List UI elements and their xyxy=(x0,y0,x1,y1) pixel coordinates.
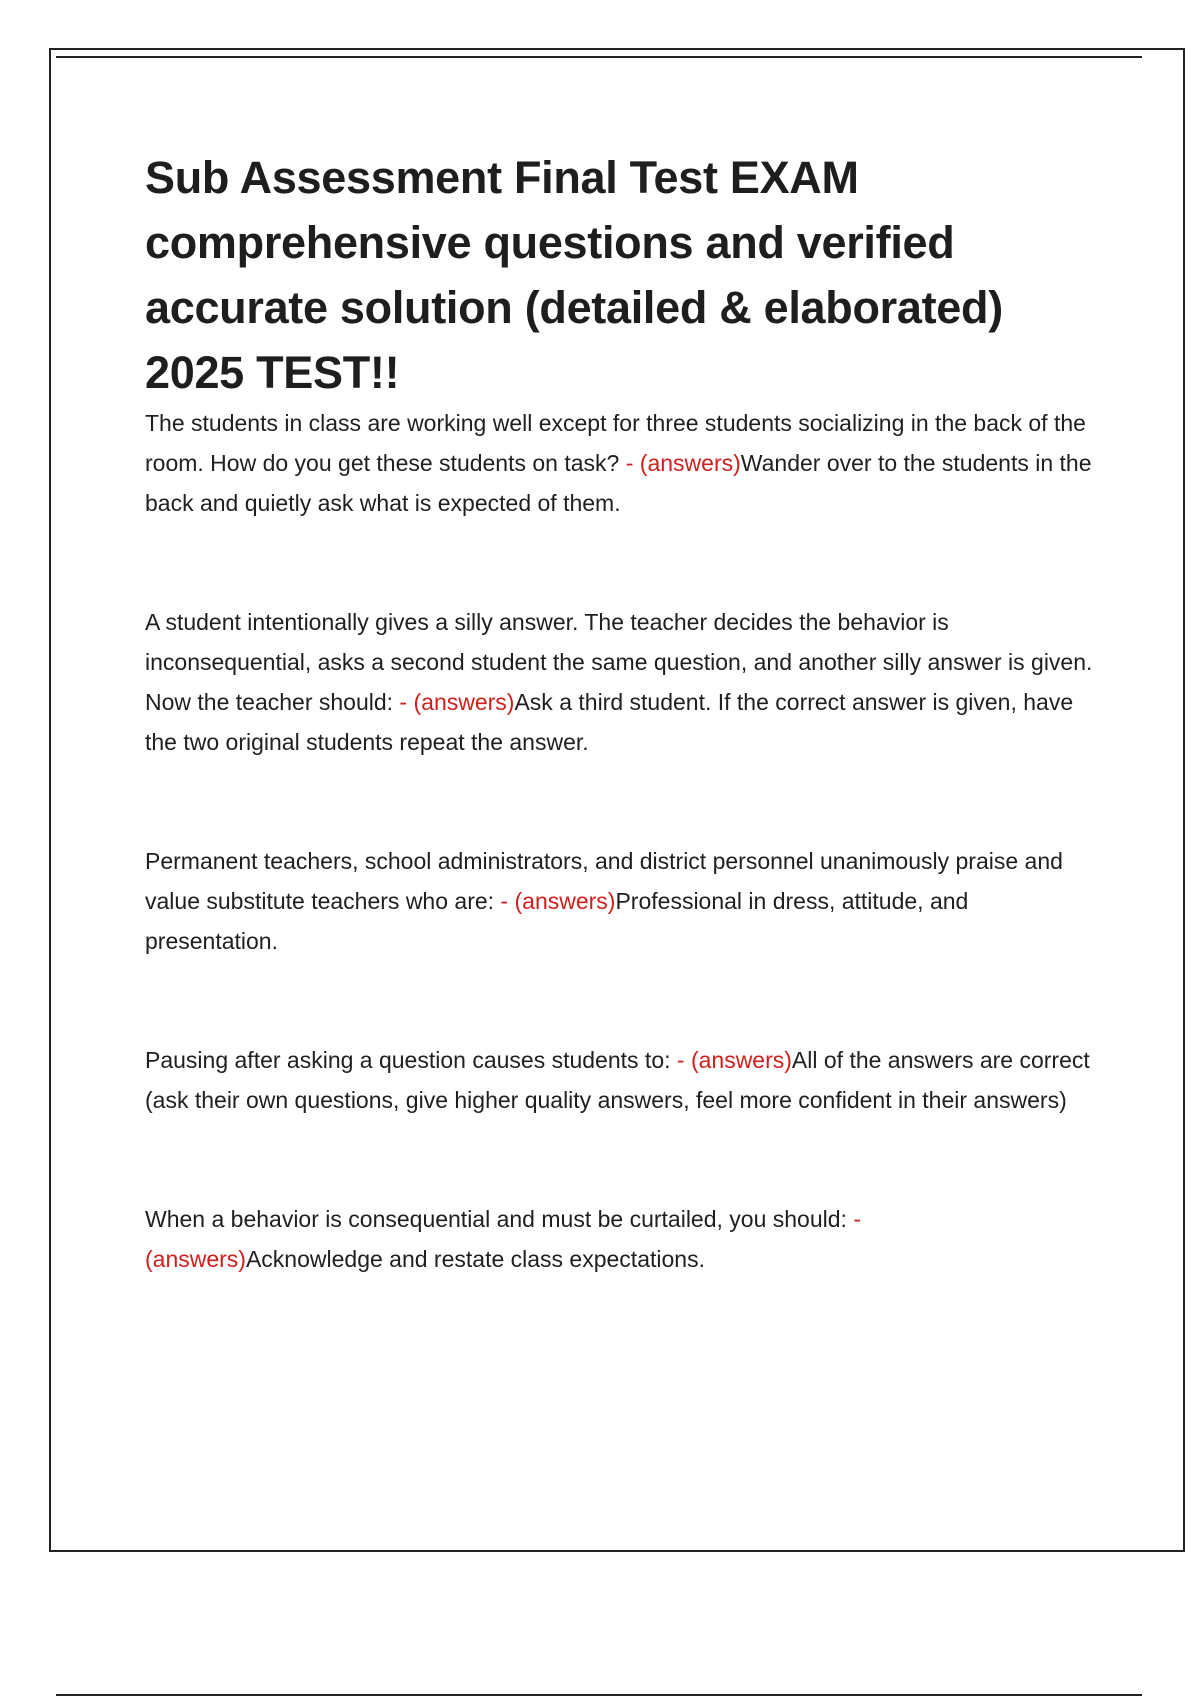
answer-tag: (answers) xyxy=(639,450,741,476)
bottom-rule xyxy=(56,1694,1142,1696)
qa-item-3 xyxy=(145,841,1105,961)
qa-item-4 xyxy=(145,1040,1105,1120)
answer-separator: - xyxy=(494,888,515,914)
answer-separator: - xyxy=(846,1206,861,1232)
qa-item-5 xyxy=(145,1199,1105,1279)
document-body xyxy=(145,145,1105,1279)
document-title: Sub Assessment Final Test EXAM comprehensive questions and verified accurate solution (detailed & elaborated) 2025 TEST!! xyxy=(145,152,1003,398)
answer-tag: (answers) xyxy=(145,1246,246,1272)
qa-item-2 xyxy=(145,602,1105,762)
answer-text: Acknowledge and restate class expectations. xyxy=(245,1246,705,1272)
answer-text: Ask a third student. If the correct answer is given, have the two original students repeat the answer. xyxy=(145,689,1074,755)
answer-tag: (answers) xyxy=(514,888,616,914)
answer-tag: (answers) xyxy=(690,1047,792,1073)
top-rule xyxy=(56,56,1142,58)
answer-tag: (answers) xyxy=(413,689,515,715)
question-text: When a behavior is consequential and must be curtailed, you should: xyxy=(145,1206,847,1232)
answer-separator: - xyxy=(670,1047,691,1073)
answer-separator: - xyxy=(619,450,640,476)
qa-item-1 xyxy=(145,403,1105,523)
question-text: A student intentionally gives a silly answer. The teacher decides the behavior is inconsequential, asks a second student the same question, and another silly answer is given. Now the teacher should: xyxy=(145,609,1093,715)
question-text: Permanent teachers, school administrators, and district personnel unanimously praise and value substitute teachers who are: xyxy=(145,848,1063,914)
answer-text: All of the answers are correct (ask their own questions, give higher quality answers, feel more confident in their answers) xyxy=(145,1047,1090,1113)
answer-text: Wander over to the students in the back and quietly ask what is expected of them. xyxy=(145,450,1092,516)
question-text: The students in class are working well except for three students socializing in the back of the room. How do you get these students on task? xyxy=(145,410,1086,476)
question-text: Pausing after asking a question causes students to: xyxy=(145,1047,671,1073)
answer-separator: - xyxy=(393,689,414,715)
answer-text: Professional in dress, attitude, and presentation. xyxy=(145,888,969,954)
